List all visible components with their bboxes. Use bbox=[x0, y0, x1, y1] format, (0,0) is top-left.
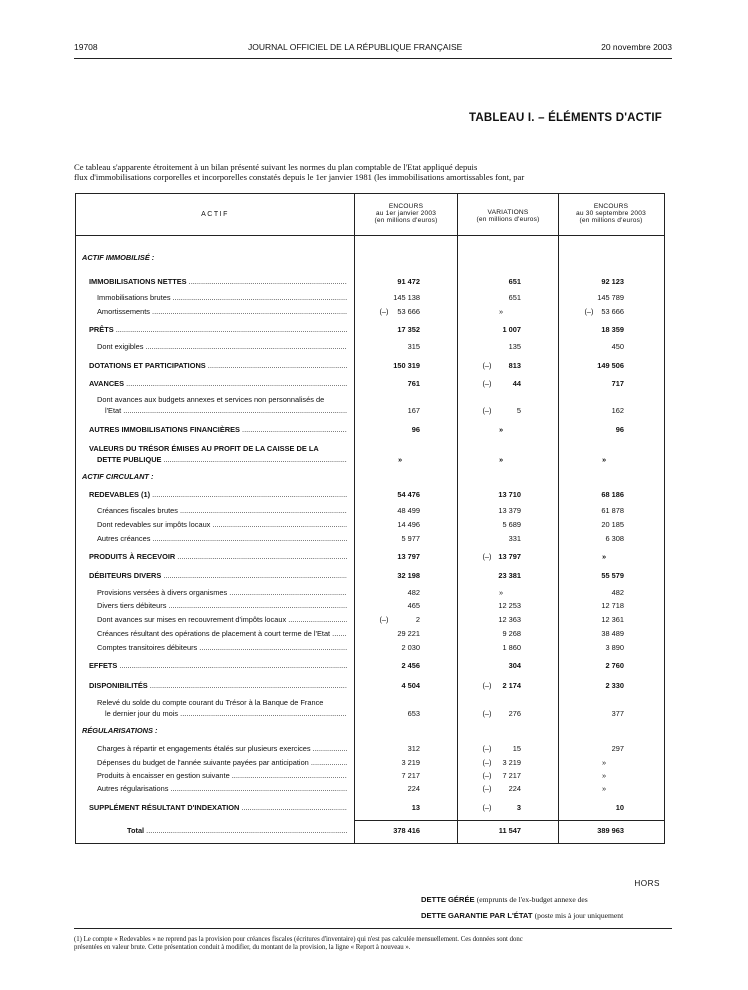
header-separator bbox=[75, 235, 664, 236]
value-b: 1 860 bbox=[502, 643, 521, 652]
column-header-variations bbox=[458, 209, 558, 223]
value-c: 2 330 bbox=[605, 681, 624, 690]
value-a: 4 504 bbox=[401, 681, 420, 690]
value-c: » bbox=[601, 455, 607, 464]
dette-garantie-line bbox=[421, 911, 623, 920]
value-c: 145 789 bbox=[597, 293, 624, 302]
dette-geree-text: (emprunts de l'ex-budget annexe des bbox=[476, 895, 588, 904]
value-b: 5 bbox=[516, 406, 521, 415]
value-c: 68 186 bbox=[601, 490, 624, 499]
value-a: 14 496 bbox=[397, 520, 420, 529]
row-label: Dépenses du budget de l'année suivante payées par anticipation ..... bbox=[97, 758, 347, 767]
row-label: Total ..... bbox=[127, 826, 347, 835]
row-label: ACTIF CIRCULANT : bbox=[82, 472, 154, 481]
value-a: 54 476 bbox=[397, 490, 420, 499]
minus-sign-b: (–) bbox=[482, 771, 492, 780]
encours-start-line-1: ENCOURS bbox=[388, 203, 424, 210]
value-b: 7 217 bbox=[502, 771, 521, 780]
value-c: 482 bbox=[611, 588, 624, 597]
value-b: 11 547 bbox=[498, 826, 521, 835]
encours-end-line-2: au 30 septembre 2003 bbox=[576, 210, 646, 218]
value-c: 12 718 bbox=[601, 601, 624, 610]
value-a: 150 319 bbox=[393, 361, 420, 370]
value-a: 2 456 bbox=[401, 661, 420, 670]
value-c: 450 bbox=[611, 342, 624, 351]
page-number: 19708 bbox=[74, 42, 98, 52]
value-b: 13 797 bbox=[498, 552, 521, 561]
value-a: 48 499 bbox=[397, 506, 420, 515]
intro-line-2: flux d'immobilisations corporelles et incorporelles constatés depuis le 1er janvier 1981 (les immobilisations amortissables font, par bbox=[74, 172, 525, 182]
encours-start-line-3: (en millions d'euros) bbox=[374, 217, 438, 225]
value-a: 3 219 bbox=[401, 758, 420, 767]
minus-sign-a: (–) bbox=[379, 307, 389, 316]
table-title: TABLEAU I. – ÉLÉMENTS D'ACTIF bbox=[469, 112, 662, 124]
value-b: 15 bbox=[512, 744, 521, 753]
footnote-line-1: (1) Le compte « Redevables » ne reprend pas la provision pour créances fiscales (écritures d'inventaire) qui n'est pas calculée mensuellement. Ces données sont donc bbox=[74, 936, 523, 943]
value-a: 378 416 bbox=[393, 826, 420, 835]
row-label: ACTIF IMMOBILISÉ : bbox=[82, 253, 155, 262]
value-b: 12 253 bbox=[498, 601, 521, 610]
minus-sign-b: (–) bbox=[482, 406, 492, 415]
row-label: DOTATIONS ET PARTICIPATIONS ..... bbox=[89, 361, 347, 370]
row-label: Autres créances ..... bbox=[97, 534, 347, 543]
value-b: 813 bbox=[508, 361, 521, 370]
value-a: 167 bbox=[407, 406, 420, 415]
value-c: 55 579 bbox=[601, 571, 624, 580]
value-a: 5 977 bbox=[401, 534, 420, 543]
total-separator bbox=[355, 820, 664, 821]
column-divider-3 bbox=[558, 193, 559, 844]
column-header-encours-start bbox=[355, 203, 457, 225]
row-label-continued: l'Etat ..... bbox=[105, 406, 347, 415]
intro-line-1: Ce tableau s'apparente étroitement à un bilan présenté suivant les normes du plan comptable de l'Etat appliqué depuis bbox=[74, 162, 478, 172]
journal-title: JOURNAL OFFICIEL DE LA RÉPUBLIQUE FRANÇAISE bbox=[248, 42, 463, 52]
value-a: 7 217 bbox=[401, 771, 420, 780]
value-b: 12 363 bbox=[498, 615, 521, 624]
value-c: 96 bbox=[615, 425, 624, 434]
value-b: 9 268 bbox=[502, 629, 521, 638]
column-divider-2 bbox=[457, 193, 458, 844]
row-label: Créances résultant des opérations de placement à court terme de l'Etat ..... bbox=[97, 629, 347, 638]
value-b: » bbox=[498, 588, 504, 597]
value-b: 23 381 bbox=[498, 571, 521, 580]
value-c: 6 308 bbox=[605, 534, 624, 543]
row-label: SUPPLÉMENT RÉSULTANT D'INDEXATION ..... bbox=[89, 803, 347, 812]
row-label: EFFETS ..... bbox=[89, 661, 347, 670]
row-label: DÉBITEURS DIVERS ..... bbox=[89, 571, 347, 580]
value-a: 145 138 bbox=[393, 293, 420, 302]
row-label: Créances fiscales brutes ..... bbox=[97, 506, 347, 515]
value-b: 224 bbox=[508, 784, 521, 793]
value-a: 312 bbox=[407, 744, 420, 753]
encours-start-line-2: au 1er janvier 2003 bbox=[375, 210, 437, 218]
row-label: Amortissements ..... bbox=[97, 307, 347, 316]
value-a: 224 bbox=[407, 784, 420, 793]
value-c: 2 760 bbox=[605, 661, 624, 670]
row-label: PRODUITS À RECEVOIR ..... bbox=[89, 552, 347, 561]
value-c: 297 bbox=[611, 744, 624, 753]
column-header-actif: ACTIF bbox=[201, 211, 229, 218]
row-label: AVANCES ..... bbox=[89, 379, 347, 388]
value-c: 38 489 bbox=[601, 629, 624, 638]
value-c: 53 666 bbox=[601, 307, 624, 316]
dette-garantie-title: DETTE GARANTIE PAR L'ÉTAT bbox=[421, 911, 533, 920]
value-b: 2 174 bbox=[502, 681, 521, 690]
value-a: 13 bbox=[411, 803, 420, 812]
row-label-continued: DETTE PUBLIQUE ..... bbox=[97, 455, 347, 464]
value-b: 651 bbox=[508, 277, 521, 286]
row-label: Relevé du solde du compte courant du Trésor à la Banque de France bbox=[97, 698, 324, 707]
value-b: 331 bbox=[508, 534, 521, 543]
row-label: Dont avances aux budgets annexes et services non personnalisés de bbox=[97, 395, 325, 404]
value-b: 5 689 bbox=[502, 520, 521, 529]
dette-garantie-text: (poste mis à jour uniquement bbox=[534, 911, 624, 920]
value-c: » bbox=[601, 771, 607, 780]
value-a: » bbox=[397, 455, 403, 464]
minus-sign-b: (–) bbox=[482, 681, 492, 690]
value-c: 717 bbox=[611, 379, 624, 388]
row-label: DISPONIBILITÉS ..... bbox=[89, 681, 347, 690]
row-label: Provisions versées à divers organismes ..... bbox=[97, 588, 347, 597]
minus-sign-b: (–) bbox=[482, 361, 492, 370]
value-b: » bbox=[498, 425, 504, 434]
row-label: Produits à encaisser en gestion suivante ..... bbox=[97, 771, 347, 780]
value-b: » bbox=[498, 455, 504, 464]
value-c: 61 878 bbox=[601, 506, 624, 515]
value-a: 465 bbox=[407, 601, 420, 610]
value-b: 3 bbox=[516, 803, 521, 812]
row-label: IMMOBILISATIONS NETTES ..... bbox=[89, 277, 347, 286]
value-a: 32 198 bbox=[397, 571, 420, 580]
hors-label: HORS bbox=[634, 879, 660, 888]
value-a: 653 bbox=[407, 709, 420, 718]
value-c: » bbox=[601, 552, 607, 561]
value-b: 304 bbox=[508, 661, 521, 670]
row-label: Dont avances sur mises en recouvrement d'impôts locaux ..... bbox=[97, 615, 347, 624]
row-label: Charges à répartir et engagements étalés sur plusieurs exercices ..... bbox=[97, 744, 347, 753]
row-label: AUTRES IMMOBILISATIONS FINANCIÈRES ..... bbox=[89, 425, 347, 434]
variations-line-2: (en millions d'euros) bbox=[476, 216, 540, 224]
row-label: REDEVABLES (1) ..... bbox=[89, 490, 347, 499]
footnote-rule bbox=[74, 928, 672, 929]
encours-end-line-3: (en millions d'euros) bbox=[579, 217, 643, 225]
footnote-line-2: présentées en valeur brute. Cette présentation conduit à modifier, du montant de la provision, la ligne « Report à nouveau ». bbox=[74, 944, 411, 951]
row-label: PRÊTS ..... bbox=[89, 325, 347, 334]
value-a: 761 bbox=[407, 379, 420, 388]
value-a: 91 472 bbox=[397, 277, 420, 286]
minus-sign-b: (–) bbox=[482, 709, 492, 718]
value-a: 13 797 bbox=[397, 552, 420, 561]
value-a: 53 666 bbox=[397, 307, 420, 316]
column-header-encours-end bbox=[559, 203, 663, 225]
minus-sign-b: (–) bbox=[482, 784, 492, 793]
row-label: Autres régularisations ..... bbox=[97, 784, 347, 793]
value-a: 482 bbox=[407, 588, 420, 597]
dette-geree-line bbox=[421, 895, 588, 904]
value-c: » bbox=[601, 784, 607, 793]
minus-sign-b: (–) bbox=[482, 758, 492, 767]
minus-sign-c: (–) bbox=[584, 307, 594, 316]
value-b: 44 bbox=[512, 379, 521, 388]
value-a: 29 221 bbox=[397, 629, 420, 638]
row-label: Dont exigibles ..... bbox=[97, 342, 347, 351]
value-c: 12 361 bbox=[601, 615, 624, 624]
dette-geree-title: DETTE GÉRÉE bbox=[421, 895, 475, 904]
row-label: Immobilisations brutes ..... bbox=[97, 293, 347, 302]
row-label-continued: le dernier jour du mois ..... bbox=[105, 709, 347, 718]
header-rule bbox=[74, 58, 672, 59]
value-c: 10 bbox=[615, 803, 624, 812]
value-a: 2 030 bbox=[401, 643, 420, 652]
minus-sign-b: (–) bbox=[482, 744, 492, 753]
minus-sign-b: (–) bbox=[482, 803, 492, 812]
value-a: 96 bbox=[411, 425, 420, 434]
row-label: Divers tiers débiteurs ..... bbox=[97, 601, 347, 610]
value-c: 162 bbox=[611, 406, 624, 415]
row-label: VALEURS DU TRÉSOR ÉMISES AU PROFIT DE LA CAISSE DE LA bbox=[89, 444, 319, 453]
value-c: 92 123 bbox=[601, 277, 624, 286]
value-b: 276 bbox=[508, 709, 521, 718]
value-b: 13 710 bbox=[498, 490, 521, 499]
value-c: 389 963 bbox=[597, 826, 624, 835]
minus-sign-b: (–) bbox=[482, 552, 492, 561]
value-c: 377 bbox=[611, 709, 624, 718]
minus-sign-b: (–) bbox=[482, 379, 492, 388]
minus-sign-a: (–) bbox=[379, 615, 389, 624]
encours-end-line-1: ENCOURS bbox=[593, 203, 629, 210]
value-c: » bbox=[601, 758, 607, 767]
value-a: 315 bbox=[407, 342, 420, 351]
row-label: Comptes transitoires débiteurs ..... bbox=[97, 643, 347, 652]
value-c: 20 185 bbox=[601, 520, 624, 529]
value-a: 17 352 bbox=[397, 325, 420, 334]
value-c: 18 359 bbox=[601, 325, 624, 334]
row-label: Dont redevables sur impôts locaux ..... bbox=[97, 520, 347, 529]
value-b: » bbox=[498, 307, 504, 316]
value-b: 3 219 bbox=[502, 758, 521, 767]
value-a: 2 bbox=[415, 615, 420, 624]
column-divider-1 bbox=[354, 193, 355, 844]
value-b: 1 007 bbox=[502, 325, 521, 334]
issue-date: 20 novembre 2003 bbox=[601, 42, 672, 52]
value-c: 3 890 bbox=[605, 643, 624, 652]
value-b: 135 bbox=[508, 342, 521, 351]
row-label: RÉGULARISATIONS : bbox=[82, 726, 158, 735]
value-b: 13 379 bbox=[498, 506, 521, 515]
value-b: 651 bbox=[508, 293, 521, 302]
variations-line-1: VARIATIONS bbox=[487, 209, 529, 216]
value-c: 149 506 bbox=[597, 361, 624, 370]
